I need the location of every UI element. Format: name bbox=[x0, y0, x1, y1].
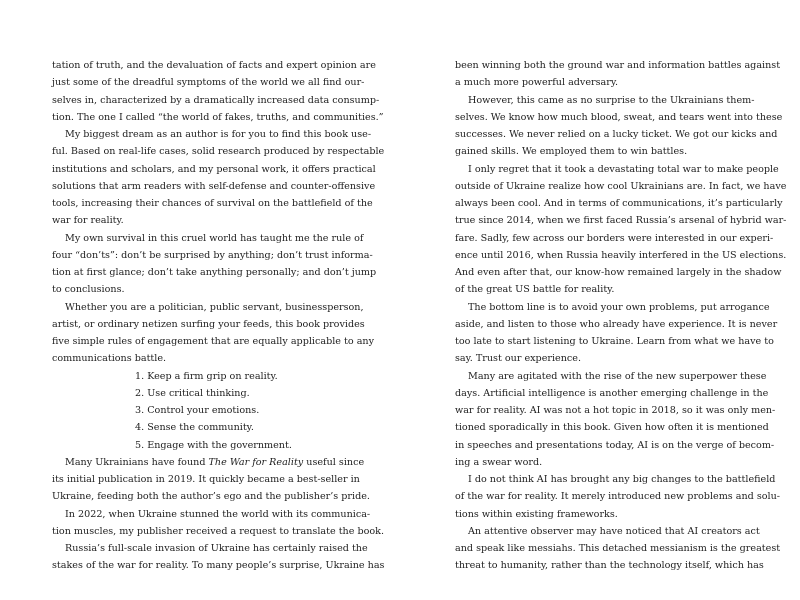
text-line: Russia’s full-scale invasion of Ukraine has certainly raised the bbox=[65, 543, 368, 554]
text-line: selves in, characterized by a dramatically increased data consump- bbox=[52, 94, 380, 106]
text-line: five simple rules of engagement that are equally applicable to any bbox=[52, 336, 375, 347]
text-line: gained skills. We employed them to win battles. bbox=[455, 146, 688, 158]
text-line: successes. We never relied on a lucky ticket. We got our kicks and bbox=[455, 129, 778, 140]
text-line: institutions and scholars, and my personal work, it offers practical bbox=[52, 163, 376, 175]
text-line: And even after that, our know-how remained largely in the shadow bbox=[455, 267, 782, 278]
text-line: Many are agitated with the rise of the new superpower these bbox=[468, 370, 767, 382]
text-line: tion muscles, my publisher received a request to translate the book. bbox=[52, 525, 385, 537]
text-line: My biggest dream as an author is for you to find this book use- bbox=[65, 129, 372, 140]
text-line: selves. We know how much blood, sweat, and tears went into these bbox=[455, 111, 783, 123]
text-line: Whether you are a politician, public servant, businessperson, bbox=[65, 301, 364, 313]
left-page bbox=[52, 57, 385, 575]
text-line: war for reality. AI was not a hot topic in 2018, so it was only men- bbox=[455, 405, 776, 416]
text-line: threat to humanity, rather than the technology itself, which has bbox=[455, 560, 764, 572]
text-line: aside, and listen to those who already have experience. It is never bbox=[455, 318, 778, 330]
text-line: been winning both the ground war and information battles against bbox=[455, 60, 781, 71]
text-line: ful. Based on real-life cases, solid research produced by respectable bbox=[52, 146, 385, 158]
text-line: Many Ukrainians have found The War for Reality useful since bbox=[65, 456, 365, 468]
text-line: tion at first glance; don’t take anything personally; and don’t jump bbox=[52, 267, 377, 278]
text-line: tioned sporadically in this book. Given how often it is mentioned bbox=[455, 422, 769, 434]
text-line: tation of truth, and the devaluation of facts and expert opinion are bbox=[52, 60, 376, 71]
text-line: My own survival in this cruel world has taught me the rule of bbox=[65, 232, 364, 244]
text-line: I do not think AI has brought any big changes to the battlefield bbox=[468, 474, 776, 485]
book-title: The War for Reality bbox=[208, 456, 304, 468]
list-item: 1. Keep a firm grip on reality. bbox=[135, 370, 278, 382]
list-item: 2. Use critical thinking. bbox=[135, 387, 250, 399]
text-line: tools, increasing their chances of survival on the battlefield of the bbox=[52, 198, 373, 209]
text-line: ence until 2016, when Russia heavily interfered in the US elections. bbox=[455, 249, 787, 261]
list-item: 5. Engage with the government. bbox=[135, 439, 292, 451]
text-line: of the great US battle for reality. bbox=[455, 284, 615, 296]
text-line: its initial publication in 2019. It quickly became a best-seller in bbox=[52, 474, 360, 485]
right-page bbox=[455, 57, 787, 575]
text-line: too late to start listening to Ukraine. Learn from what we have to bbox=[455, 336, 774, 347]
list-item: 3. Control your emotions. bbox=[135, 405, 260, 416]
text-line: An attentive observer may have noticed that AI creators act bbox=[468, 525, 760, 537]
text-line: just some of the dreadful symptoms of the world we all find our- bbox=[52, 77, 365, 89]
text-line: In 2022, when Ukraine stunned the world with its communica- bbox=[65, 508, 371, 520]
text-line: say. Trust our experience. bbox=[455, 353, 581, 365]
text-line: solutions that arm readers with self-defense and counter-offensive bbox=[52, 180, 376, 192]
text-line: ing a swear word. bbox=[455, 456, 543, 468]
text-line: artist, or ordinary netizen surfing your feeds, this book provides bbox=[52, 318, 365, 330]
text-line: I only regret that it took a devastating total war to make people bbox=[468, 163, 779, 175]
text-line: to conclusions. bbox=[52, 284, 125, 296]
text-line: outside of Ukraine realize how cool Ukrainians are. In fact, we have bbox=[455, 180, 787, 192]
text-line: fare. Sadly, few across our borders were interested in our experi- bbox=[455, 232, 774, 244]
text-line: Ukraine, feeding both the author’s ego and the publisher’s pride. bbox=[52, 491, 370, 503]
text-line: four “don’ts”: don’t be surprised by anything; don’t trust informa- bbox=[52, 249, 373, 261]
text-line: and speak like messiahs. This detached messianism is the greatest bbox=[455, 543, 781, 554]
text-line: true since 2014, when we first faced Russia’s arsenal of hybrid war- bbox=[455, 215, 787, 227]
text-line: tion. The one I called “the world of fakes, truths, and communities.” bbox=[52, 111, 384, 123]
text-line: war for reality. bbox=[52, 215, 124, 227]
text-line: However, this came as no surprise to the Ukrainians them- bbox=[468, 94, 755, 106]
text-line: stakes of the war for reality. To many people’s surprise, Ukraine has bbox=[52, 560, 385, 572]
text-line: The bottom line is to avoid your own problems, put arrogance bbox=[468, 301, 770, 313]
text-line: tions within existing frameworks. bbox=[455, 508, 618, 520]
text-line: days. Artificial intelligence is another emerging challenge in the bbox=[455, 387, 769, 399]
text-line: of the war for reality. It merely introduced new problems and solu- bbox=[455, 491, 781, 503]
text-line: in speeches and presentations today, AI is on the verge of becom- bbox=[455, 439, 775, 451]
text-line: a much more powerful adversary. bbox=[455, 77, 619, 89]
text-line: always been cool. And in terms of communications, it’s particularly bbox=[455, 198, 783, 209]
text-line: communications battle. bbox=[52, 353, 167, 365]
list-item: 4. Sense the community. bbox=[135, 422, 254, 434]
